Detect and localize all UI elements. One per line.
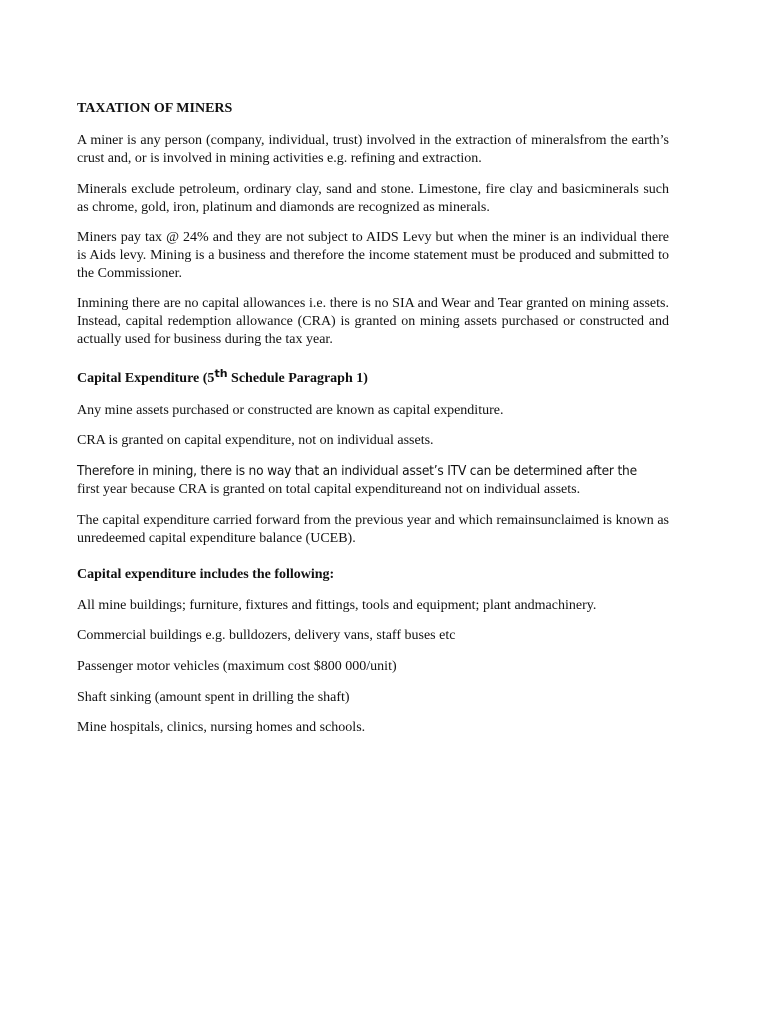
itv-first-line: Therefore in mining, there is no way that an individual asset’s ITV can be determined after the [77,463,637,479]
paragraph-minerals: Minerals exclude petroleum, ordinary clay, sand and stone. Limestone, fire clay and basicminerals such as chrome, gold, iron, platinum and diamonds are recognized as minerals. [77,182,669,215]
list-item: Shaft sinking (amount spent in drilling the shaft) [77,690,350,705]
section-heading-capital-expenditure [77,367,669,388]
paragraph-itv [77,462,669,499]
paragraph-cra: Inmining there are no capital allowances i.e. there is no SIA and Wear and Tear granted on mining assets. Instead, capital redemption allowance (CRA) is granted on mining assets purchased or constructed and actually used for business during the tax year. [77,296,669,347]
paragraph-capex-known: Any mine assets purchased or constructed are known as capital expenditure. [77,403,504,418]
itv-rest: first year because CRA is granted on total capital expenditureand not on individual assets. [77,482,581,497]
document-title: TAXATION OF MINERS [77,101,233,116]
list-item: Passenger motor vehicles (maximum cost $800 000/unit) [77,659,397,674]
list-item: Commercial buildings e.g. bulldozers, delivery vans, staff buses etc [77,628,456,643]
heading-superscript: th [214,367,228,380]
paragraph-tax-rate: Miners pay tax @ 24% and they are not subject to AIDS Levy but when the miner is an individual there is Aids levy. Mining is a business and therefore the income statement must be produced and submitted to the Commissioner. [77,230,669,281]
list-item: All mine buildings; furniture, fixtures and fittings, tools and equipment; plant andmachinery. [77,598,597,613]
paragraph-uceb: The capital expenditure carried forward from the previous year and which remainsunclaimed is known as unredeemed capital expenditure balance (UCEB). [77,513,669,546]
list-item: Mine hospitals, clinics, nursing homes and schools. [77,720,366,735]
heading-prefix: Capital Expenditure (5 [77,371,215,386]
paragraph-miner-definition: A miner is any person (company, individual, trust) involved in the extraction of mineralsfrom the earth’s crust and, or is involved in mining activities e.g. refining and extraction. [77,133,669,166]
heading-suffix: Schedule Paragraph 1) [227,371,368,386]
section-heading-includes: Capital expenditure includes the following: [77,567,335,582]
paragraph-cra-granted: CRA is granted on capital expenditure, not on individual assets. [77,433,434,448]
